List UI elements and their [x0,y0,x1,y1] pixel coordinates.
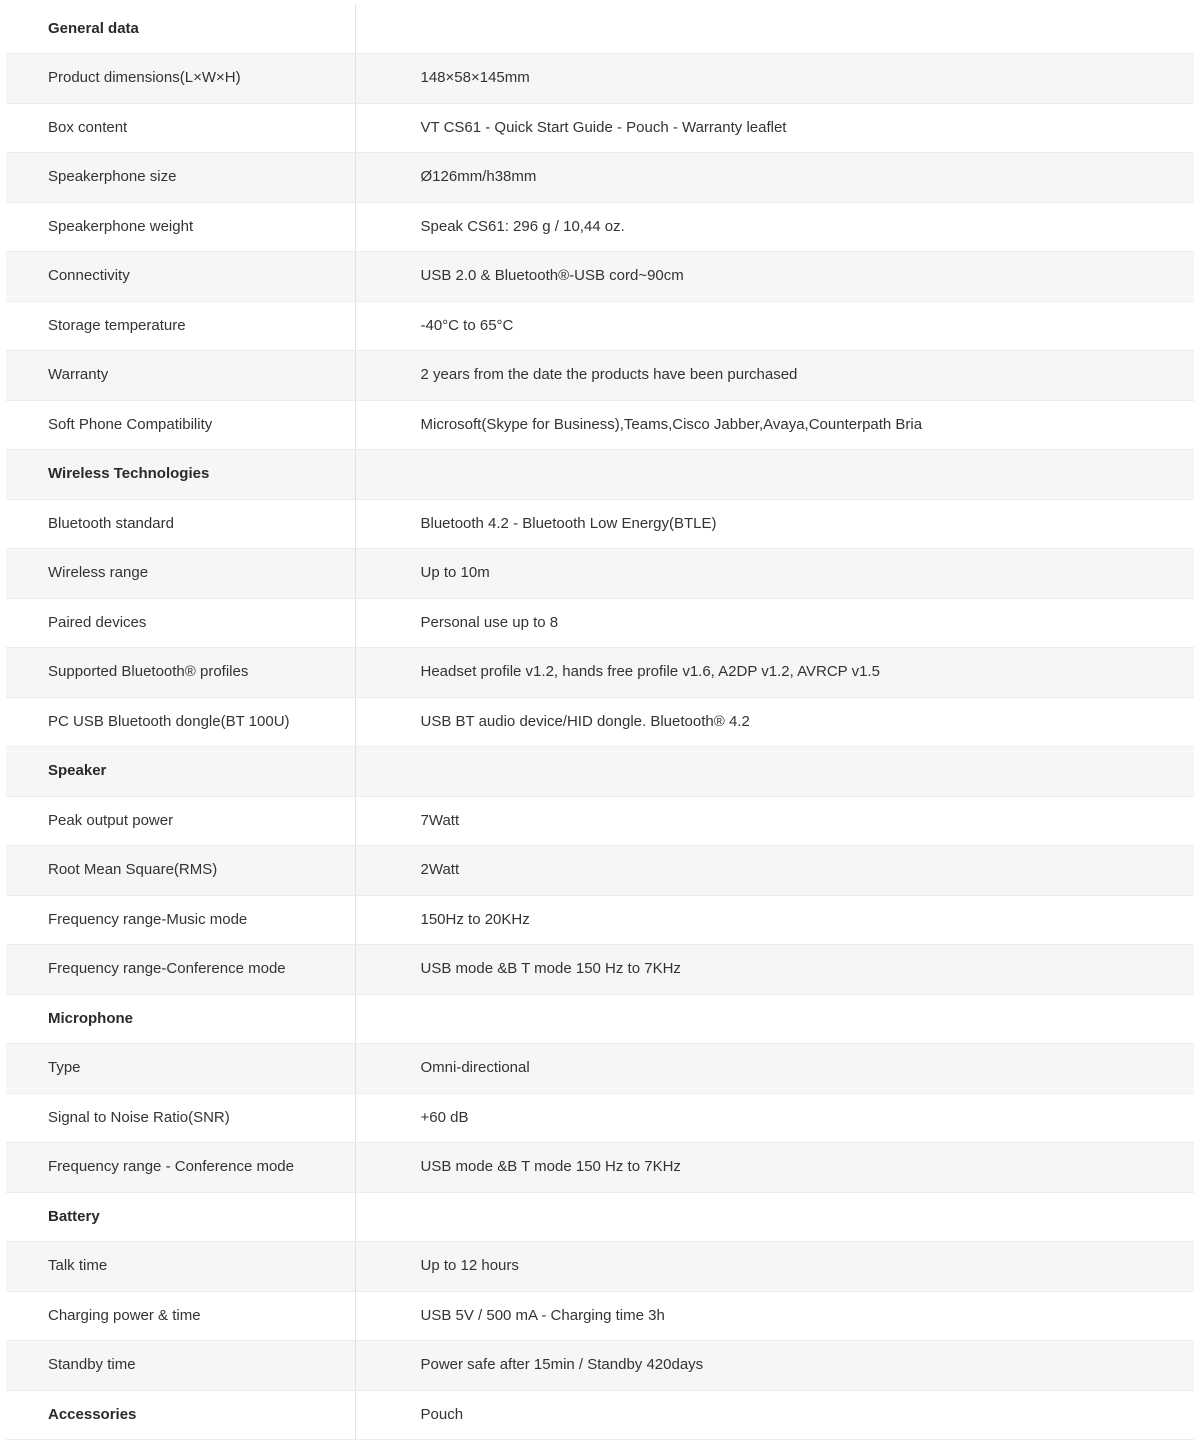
spec-value: -40°C to 65°C [355,301,1194,351]
spec-value: Power safe after 15min / Standby 420days [355,1341,1194,1391]
spec-label: Frequency range-Music mode [6,895,355,945]
spec-row [6,1291,1194,1341]
section-title: Battery [6,1192,355,1242]
section-header-row [6,747,1194,797]
spec-label: Storage temperature [6,301,355,351]
section-header-row [6,1192,1194,1242]
spec-value: Personal use up to 8 [355,598,1194,648]
spec-label: Talk time [6,1242,355,1292]
section-header-row [6,4,1194,54]
spec-label: Standby time [6,1341,355,1391]
section-header-row [6,450,1194,500]
spec-value: Up to 10m [355,549,1194,599]
spec-row [6,252,1194,302]
spec-label: Peak output power [6,796,355,846]
spec-row [6,1242,1194,1292]
spec-value: 7Watt [355,796,1194,846]
spec-value: Ø126mm/h38mm [355,153,1194,203]
spec-row [6,54,1194,104]
spec-row [6,846,1194,896]
spec-value: Up to 12 hours [355,1242,1194,1292]
spec-value: 150Hz to 20KHz [355,895,1194,945]
spec-value: 148×58×145mm [355,54,1194,104]
spec-label: Root Mean Square(RMS) [6,846,355,896]
spec-row [6,202,1194,252]
spec-row [6,648,1194,698]
spec-label: Speakerphone weight [6,202,355,252]
section-title: Accessories [6,1390,355,1440]
spec-row [6,400,1194,450]
section-header-row [6,994,1194,1044]
spec-row [6,1093,1194,1143]
spec-row [6,351,1194,401]
spec-label: Connectivity [6,252,355,302]
spec-label: Frequency range-Conference mode [6,945,355,995]
section-title: Speaker [6,747,355,797]
spec-label: Charging power & time [6,1291,355,1341]
spec-value: Speak CS61: 296 g / 10,44 oz. [355,202,1194,252]
spec-value: Bluetooth 4.2 - Bluetooth Low Energy(BTLE) [355,499,1194,549]
spec-row [6,1341,1194,1391]
spec-value: Pouch [355,1390,1194,1440]
section-title: Microphone [6,994,355,1044]
spec-value: USB 2.0 & Bluetooth®-USB cord~90cm [355,252,1194,302]
spec-value: +60 dB [355,1093,1194,1143]
spec-value [355,994,1194,1044]
spec-row [6,598,1194,648]
spec-value [355,1192,1194,1242]
spec-value: 2Watt [355,846,1194,896]
spec-value: Omni-directional [355,1044,1194,1094]
spec-value: USB 5V / 500 mA - Charging time 3h [355,1291,1194,1341]
section-title: Wireless Technologies [6,450,355,500]
spec-row [6,499,1194,549]
section-header-row [6,1390,1194,1440]
spec-label: PC USB Bluetooth dongle(BT 100U) [6,697,355,747]
spec-label: Soft Phone Compatibility [6,400,355,450]
spec-label: Supported Bluetooth® profiles [6,648,355,698]
spec-value [355,450,1194,500]
spec-label: Frequency range - Conference mode [6,1143,355,1193]
spec-value [355,747,1194,797]
spec-value: USB mode &B T mode 150 Hz to 7KHz [355,945,1194,995]
spec-table-body [6,4,1194,1440]
spec-row [6,697,1194,747]
spec-label: Wireless range [6,549,355,599]
spec-table [6,4,1194,1440]
spec-row [6,153,1194,203]
spec-value: Microsoft(Skype for Business),Teams,Cisco Jabber,Avaya,Counterpath Bria [355,400,1194,450]
spec-label: Bluetooth standard [6,499,355,549]
section-title: General data [6,4,355,54]
spec-label: Warranty [6,351,355,401]
spec-row [6,945,1194,995]
spec-value: VT CS61 - Quick Start Guide - Pouch - Warranty leaflet [355,103,1194,153]
spec-label: Type [6,1044,355,1094]
spec-value: USB BT audio device/HID dongle. Bluetooth® 4.2 [355,697,1194,747]
spec-row [6,301,1194,351]
spec-row [6,549,1194,599]
spec-value: USB mode &B T mode 150 Hz to 7KHz [355,1143,1194,1193]
spec-label: Speakerphone size [6,153,355,203]
spec-row [6,796,1194,846]
spec-value: 2 years from the date the products have been purchased [355,351,1194,401]
spec-row [6,895,1194,945]
spec-label: Paired devices [6,598,355,648]
spec-row [6,103,1194,153]
spec-label: Product dimensions(L×W×H) [6,54,355,104]
spec-value [355,4,1194,54]
spec-row [6,1143,1194,1193]
spec-label: Box content [6,103,355,153]
spec-row [6,1044,1194,1094]
spec-label: Signal to Noise Ratio(SNR) [6,1093,355,1143]
spec-value: Headset profile v1.2, hands free profile v1.6, A2DP v1.2, AVRCP v1.5 [355,648,1194,698]
